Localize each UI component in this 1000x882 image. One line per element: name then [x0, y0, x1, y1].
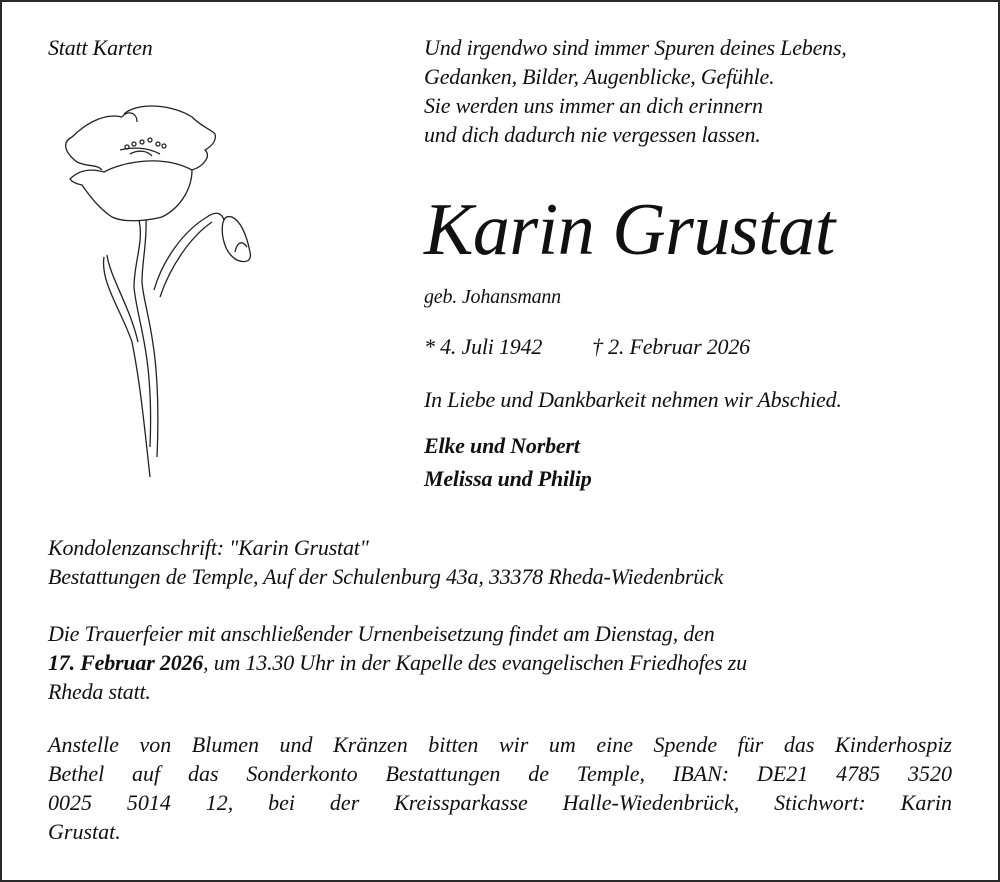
- mourner: Elke und Norbert: [424, 433, 580, 458]
- birth-date: * 4. Juli 1942: [424, 334, 543, 359]
- condolence-address: Bestattungen de Temple, Auf der Schulenburg 43a, 33378 Rheda-Wiedenbrück: [48, 564, 724, 589]
- donation-paragraph: [48, 730, 952, 846]
- ceremony-date: 17. Februar 2026: [48, 650, 204, 675]
- donation-line: 0025 5014 12, bei der Kreissparkasse Halle-Wiedenbrück, Stichwort: Karin: [48, 790, 952, 815]
- poppy-flower-illustration: [42, 92, 282, 492]
- donation-line: Anstelle von Blumen und Kränzen bitten wir um eine Spende für das Kinderhospiz: [48, 732, 952, 757]
- deceased-name: Karin Grustat: [424, 189, 835, 271]
- donation-line: Bethel auf das Sonderkonto Bestattungen de Temple, IBAN: DE21 4785 3520: [48, 761, 952, 786]
- poem-line: Und irgendwo sind immer Spuren deines Lebens,: [424, 35, 847, 60]
- ceremony-line: Rheda statt.: [48, 679, 151, 704]
- ceremony-line: [48, 648, 747, 677]
- ceremony-details: , um 13.30 Uhr in der Kapelle des evangelischen Friedhofes zu: [203, 650, 747, 675]
- poem-line: Gedanken, Bilder, Augenblicke, Gefühle.: [424, 64, 775, 89]
- poem-line: und dich dadurch nie vergessen lassen.: [424, 122, 761, 147]
- ceremony-line: Die Trauerfeier mit anschließender Urnenbeisetzung findet am Dienstag, den: [48, 621, 715, 646]
- condolence-address-label: Kondolenzanschrift: "Karin Grustat": [48, 535, 369, 560]
- death-date: † 2. Februar 2026: [592, 334, 750, 359]
- poem-line: Sie werden uns immer an dich erinnern: [424, 93, 763, 118]
- donation-line: Grustat.: [48, 819, 121, 844]
- mourner: Melissa und Philip: [424, 466, 592, 491]
- farewell-text: In Liebe und Dankbarkeit nehmen wir Abschied.: [424, 387, 842, 412]
- statt-karten-label: Statt Karten: [48, 35, 153, 60]
- maiden-name: geb. Johansmann: [424, 286, 561, 308]
